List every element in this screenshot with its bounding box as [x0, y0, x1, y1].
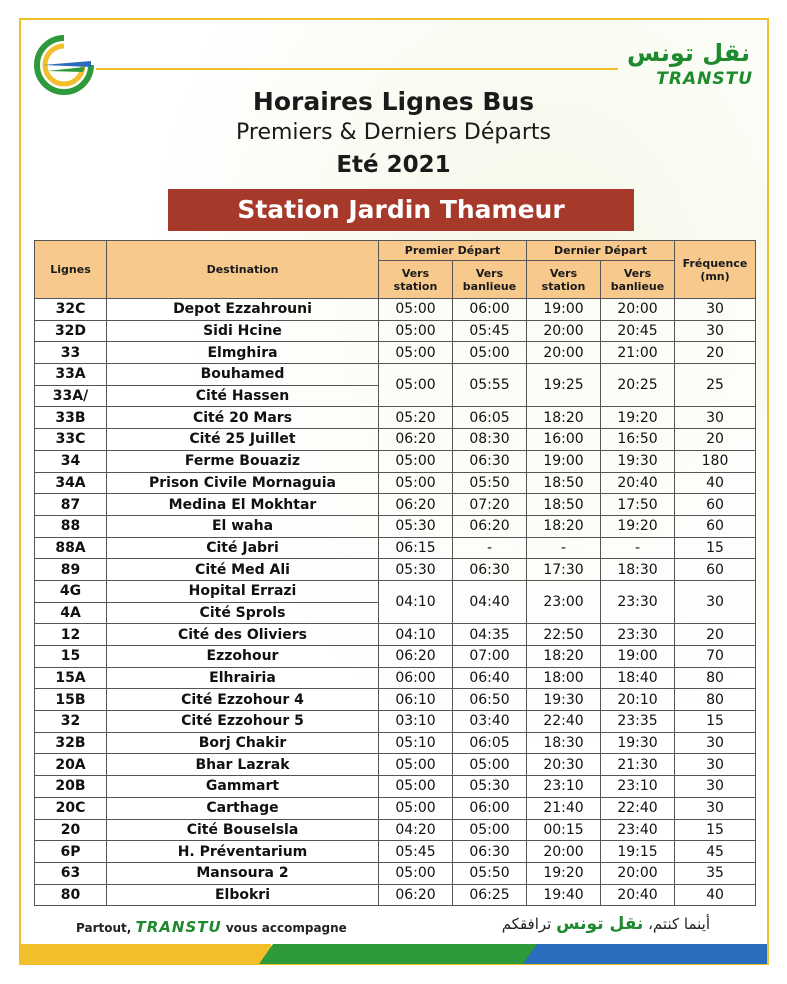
dernier-vers-banlieue: 16:50	[601, 429, 675, 451]
page-subtitle: Premiers & Derniers Départs	[236, 120, 551, 145]
dernier-vers-station: 19:30	[527, 689, 601, 711]
frequence: 30	[675, 776, 756, 798]
dernier-vers-station: 20:00	[527, 342, 601, 364]
table-row	[35, 754, 756, 776]
table-row	[35, 320, 756, 342]
line-number: 33B	[35, 407, 107, 429]
dernier-vers-station: 19:25	[527, 364, 601, 407]
premier-vers-banlieue: 05:00	[453, 819, 527, 841]
dernier-vers-station: 19:00	[527, 299, 601, 321]
destination: Gammart	[107, 776, 379, 798]
frequence: 30	[675, 754, 756, 776]
frequence: 15	[675, 819, 756, 841]
destination: Sidi Hcine	[107, 320, 379, 342]
dernier-vers-banlieue: 20:40	[601, 472, 675, 494]
destination: Cité Sprols	[107, 602, 379, 624]
premier-vers-banlieue: 06:00	[453, 299, 527, 321]
dernier-vers-banlieue: 20:40	[601, 884, 675, 906]
premier-vers-banlieue: 06:40	[453, 667, 527, 689]
line-number: 32D	[35, 320, 107, 342]
dernier-vers-banlieue: 19:00	[601, 646, 675, 668]
destination: Cité Ezzohour 4	[107, 689, 379, 711]
frequence: 30	[675, 407, 756, 429]
brand-arabic: نقل تونس	[626, 39, 750, 67]
dernier-vers-station: 18:50	[527, 472, 601, 494]
destination: Depot Ezzahrouni	[107, 299, 379, 321]
table-row	[35, 364, 756, 386]
dernier-vers-station: 20:30	[527, 754, 601, 776]
destination: Elbokri	[107, 884, 379, 906]
frequence: 60	[675, 494, 756, 516]
premier-vers-station: 05:00	[379, 472, 453, 494]
premier-vers-banlieue: 06:50	[453, 689, 527, 711]
footer-text: ترافقكم	[501, 915, 552, 933]
destination: Cité Hassen	[107, 385, 379, 407]
table-row	[35, 841, 756, 863]
destination: Hopital Errazi	[107, 580, 379, 602]
header-premier-depart: Premier Départ	[379, 241, 527, 261]
premier-vers-station: 05:00	[379, 776, 453, 798]
table-row	[35, 407, 756, 429]
premier-vers-station: 04:10	[379, 580, 453, 623]
header-vers-banlieue: Vers banlieue	[453, 261, 527, 299]
premier-vers-banlieue: 06:25	[453, 884, 527, 906]
dernier-vers-station: 18:20	[527, 646, 601, 668]
premier-vers-station: 05:30	[379, 559, 453, 581]
frequence: 30	[675, 299, 756, 321]
table-row	[35, 711, 756, 733]
dernier-vers-station: 22:40	[527, 711, 601, 733]
frequence: 40	[675, 472, 756, 494]
frequence: 35	[675, 862, 756, 884]
premier-vers-banlieue: 05:00	[453, 754, 527, 776]
line-number: 63	[35, 862, 107, 884]
footer-text: vous accompagne	[225, 921, 347, 935]
dernier-vers-station: 22:50	[527, 624, 601, 646]
premier-vers-banlieue: -	[453, 537, 527, 559]
schedule-table	[34, 240, 756, 906]
table-row	[35, 429, 756, 451]
premier-vers-banlieue: 05:50	[453, 862, 527, 884]
header-rule	[96, 68, 618, 70]
premier-vers-station: 05:00	[379, 342, 453, 364]
dernier-vers-station: -	[527, 537, 601, 559]
table-row	[35, 299, 756, 321]
frequence: 20	[675, 342, 756, 364]
dernier-vers-station: 17:30	[527, 559, 601, 581]
premier-vers-station: 05:00	[379, 450, 453, 472]
dernier-vers-banlieue: 20:10	[601, 689, 675, 711]
table-row	[35, 515, 756, 537]
line-number: 33A/	[35, 385, 107, 407]
line-number: 33A	[35, 364, 107, 386]
dernier-vers-station: 18:20	[527, 407, 601, 429]
premier-vers-banlieue: 06:20	[453, 515, 527, 537]
line-number: 12	[35, 624, 107, 646]
premier-vers-station: 05:10	[379, 732, 453, 754]
premier-vers-banlieue: 05:55	[453, 364, 527, 407]
line-number: 15A	[35, 667, 107, 689]
destination: Cité Ezzohour 5	[107, 711, 379, 733]
destination: Cité Jabri	[107, 537, 379, 559]
destination: El waha	[107, 515, 379, 537]
premier-vers-station: 04:20	[379, 819, 453, 841]
dernier-vers-station: 16:00	[527, 429, 601, 451]
frequence: 30	[675, 580, 756, 623]
line-number: 6P	[35, 841, 107, 863]
footer-bar-yellow	[21, 944, 271, 964]
premier-vers-station: 06:20	[379, 429, 453, 451]
premier-vers-station: 06:20	[379, 646, 453, 668]
page-title: Horaires Lignes Bus	[252, 87, 535, 116]
header-vers-banlieue: Vers banlieue	[601, 261, 675, 299]
premier-vers-banlieue: 06:05	[453, 732, 527, 754]
line-number: 88A	[35, 537, 107, 559]
dernier-vers-banlieue: 20:45	[601, 320, 675, 342]
frequence: 180	[675, 450, 756, 472]
brand-latin: TRANSTU	[656, 69, 753, 89]
destination: Ferme Bouaziz	[107, 450, 379, 472]
premier-vers-station: 05:00	[379, 320, 453, 342]
dernier-vers-banlieue: 20:00	[601, 299, 675, 321]
dernier-vers-station: 19:20	[527, 862, 601, 884]
table-row	[35, 624, 756, 646]
destination: Elmghira	[107, 342, 379, 364]
dernier-vers-banlieue: 22:40	[601, 797, 675, 819]
line-number: 32B	[35, 732, 107, 754]
premier-vers-station: 05:00	[379, 754, 453, 776]
header-frequence: Fréquence (mn)	[675, 241, 756, 299]
header-destination: Destination	[107, 241, 379, 299]
destination: Cité 20 Mars	[107, 407, 379, 429]
table-row	[35, 450, 756, 472]
premier-vers-station: 03:10	[379, 711, 453, 733]
footer-brand: TRANSTU	[135, 918, 222, 936]
destination: Bhar Lazrak	[107, 754, 379, 776]
destination: Cité des Oliviers	[107, 624, 379, 646]
premier-vers-station: 05:30	[379, 515, 453, 537]
header-vers-station: Vers station	[527, 261, 601, 299]
dernier-vers-banlieue: 21:30	[601, 754, 675, 776]
line-number: 87	[35, 494, 107, 516]
premier-vers-station: 06:00	[379, 667, 453, 689]
dernier-vers-station: 18:20	[527, 515, 601, 537]
premier-vers-banlieue: 07:20	[453, 494, 527, 516]
frequence: 40	[675, 884, 756, 906]
footer-bar-green	[259, 944, 537, 964]
footer-brand: نقل تونس	[556, 914, 644, 934]
dernier-vers-station: 19:00	[527, 450, 601, 472]
dernier-vers-station: 18:30	[527, 732, 601, 754]
table-row	[35, 559, 756, 581]
premier-vers-banlieue: 06:30	[453, 450, 527, 472]
line-number: 32C	[35, 299, 107, 321]
premier-vers-station: 05:45	[379, 841, 453, 863]
dernier-vers-banlieue: 18:30	[601, 559, 675, 581]
dernier-vers-banlieue: 20:25	[601, 364, 675, 407]
dernier-vers-banlieue: 19:30	[601, 450, 675, 472]
line-number: 80	[35, 884, 107, 906]
premier-vers-station: 05:00	[379, 797, 453, 819]
dernier-vers-banlieue: 19:30	[601, 732, 675, 754]
table-row	[35, 537, 756, 559]
table-row	[35, 797, 756, 819]
line-number: 20	[35, 819, 107, 841]
dernier-vers-station: 20:00	[527, 320, 601, 342]
dernier-vers-banlieue: 23:30	[601, 624, 675, 646]
line-number: 15B	[35, 689, 107, 711]
dernier-vers-banlieue: 17:50	[601, 494, 675, 516]
dernier-vers-banlieue: 20:00	[601, 862, 675, 884]
schedule-body	[35, 299, 756, 906]
dernier-vers-station: 19:40	[527, 884, 601, 906]
table-row	[35, 646, 756, 668]
destination: Cité Med Ali	[107, 559, 379, 581]
dernier-vers-banlieue: 19:20	[601, 407, 675, 429]
premier-vers-station: 05:20	[379, 407, 453, 429]
premier-vers-station: 05:00	[379, 862, 453, 884]
line-number: 89	[35, 559, 107, 581]
frequence: 80	[675, 689, 756, 711]
dernier-vers-banlieue: 18:40	[601, 667, 675, 689]
table-row	[35, 862, 756, 884]
station-banner: Station Jardin Thameur	[168, 189, 634, 231]
dernier-vers-station: 23:10	[527, 776, 601, 798]
line-number: 33C	[35, 429, 107, 451]
dernier-vers-station: 18:50	[527, 494, 601, 516]
table-row	[35, 819, 756, 841]
header-dernier-depart: Dernier Départ	[527, 241, 675, 261]
season-label: Eté 2021	[336, 152, 451, 178]
premier-vers-banlieue: 05:45	[453, 320, 527, 342]
footer-text: أينما كنتم،	[648, 915, 710, 933]
dernier-vers-banlieue: 19:20	[601, 515, 675, 537]
frequence: 30	[675, 732, 756, 754]
premier-vers-banlieue: 06:30	[453, 841, 527, 863]
line-number: 4G	[35, 580, 107, 602]
premier-vers-banlieue: 03:40	[453, 711, 527, 733]
premier-vers-station: 04:10	[379, 624, 453, 646]
premier-vers-station: 05:00	[379, 299, 453, 321]
footer-text: Partout,	[76, 921, 132, 935]
premier-vers-station: 06:10	[379, 689, 453, 711]
line-number: 34A	[35, 472, 107, 494]
premier-vers-banlieue: 05:50	[453, 472, 527, 494]
premier-vers-banlieue: 08:30	[453, 429, 527, 451]
frequence: 30	[675, 797, 756, 819]
line-number: 15	[35, 646, 107, 668]
line-number: 4A	[35, 602, 107, 624]
table-row	[35, 689, 756, 711]
footer-bar-blue	[520, 944, 767, 964]
premier-vers-banlieue: 06:05	[453, 407, 527, 429]
footer-slogan-ar	[430, 914, 710, 934]
line-number: 33	[35, 342, 107, 364]
table-row	[35, 732, 756, 754]
frequence: 80	[675, 667, 756, 689]
line-number: 88	[35, 515, 107, 537]
premier-vers-banlieue: 04:40	[453, 580, 527, 623]
dernier-vers-station: 00:15	[527, 819, 601, 841]
frequence: 25	[675, 364, 756, 407]
premier-vers-station: 06:20	[379, 884, 453, 906]
table-row	[35, 776, 756, 798]
premier-vers-station: 06:20	[379, 494, 453, 516]
line-number: 20C	[35, 797, 107, 819]
header-vers-station: Vers station	[379, 261, 453, 299]
premier-vers-station: 05:00	[379, 364, 453, 407]
destination: Mansoura 2	[107, 862, 379, 884]
line-number: 34	[35, 450, 107, 472]
table-row	[35, 342, 756, 364]
header-lignes: Lignes	[35, 241, 107, 299]
line-number: 20A	[35, 754, 107, 776]
destination: Bouhamed	[107, 364, 379, 386]
dernier-vers-banlieue: 23:35	[601, 711, 675, 733]
frequence: 60	[675, 559, 756, 581]
premier-vers-banlieue: 04:35	[453, 624, 527, 646]
line-number: 32	[35, 711, 107, 733]
premier-vers-banlieue: 06:00	[453, 797, 527, 819]
table-row	[35, 472, 756, 494]
destination: Ezzohour	[107, 646, 379, 668]
frequence: 70	[675, 646, 756, 668]
table-row	[35, 580, 756, 602]
frequence: 15	[675, 537, 756, 559]
frequence: 45	[675, 841, 756, 863]
table-row	[35, 884, 756, 906]
destination: Elhrairia	[107, 667, 379, 689]
footer-slogan-fr	[76, 918, 347, 936]
frequence: 30	[675, 320, 756, 342]
premier-vers-banlieue: 05:00	[453, 342, 527, 364]
table-row	[35, 494, 756, 516]
dernier-vers-station: 18:00	[527, 667, 601, 689]
premier-vers-station: 06:15	[379, 537, 453, 559]
destination: Cité Bouselsla	[107, 819, 379, 841]
dernier-vers-banlieue: 23:10	[601, 776, 675, 798]
premier-vers-banlieue: 06:30	[453, 559, 527, 581]
dernier-vers-banlieue: 21:00	[601, 342, 675, 364]
dernier-vers-station: 21:40	[527, 797, 601, 819]
destination: H. Préventarium	[107, 841, 379, 863]
dernier-vers-banlieue: -	[601, 537, 675, 559]
line-number: 20B	[35, 776, 107, 798]
premier-vers-banlieue: 07:00	[453, 646, 527, 668]
destination: Carthage	[107, 797, 379, 819]
dernier-vers-banlieue: 23:40	[601, 819, 675, 841]
destination: Cité 25 Juillet	[107, 429, 379, 451]
destination: Medina El Mokhtar	[107, 494, 379, 516]
frequence: 15	[675, 711, 756, 733]
dernier-vers-banlieue: 23:30	[601, 580, 675, 623]
frequence: 20	[675, 429, 756, 451]
dernier-vers-banlieue: 19:15	[601, 841, 675, 863]
destination: Prison Civile Mornaguia	[107, 472, 379, 494]
frequence: 20	[675, 624, 756, 646]
destination: Borj Chakir	[107, 732, 379, 754]
frequence: 60	[675, 515, 756, 537]
dernier-vers-station: 20:00	[527, 841, 601, 863]
dernier-vers-station: 23:00	[527, 580, 601, 623]
table-row	[35, 667, 756, 689]
premier-vers-banlieue: 05:30	[453, 776, 527, 798]
